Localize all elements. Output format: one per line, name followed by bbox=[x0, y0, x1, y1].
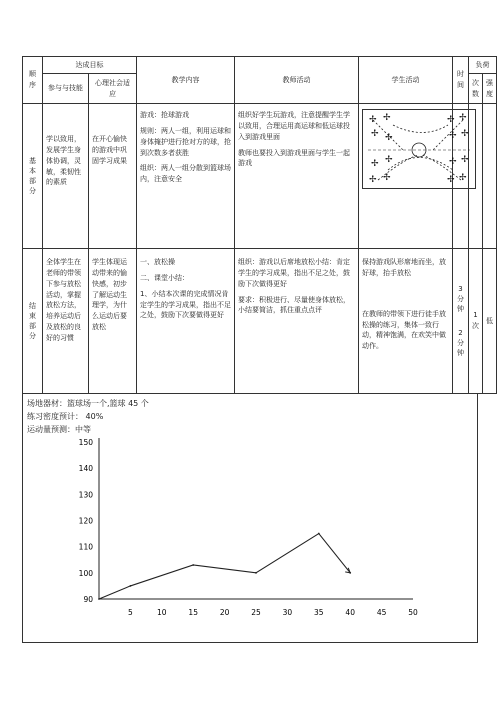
svg-text:✢: ✢ bbox=[369, 115, 377, 125]
data-point bbox=[130, 585, 132, 587]
svg-text:✢: ✢ bbox=[449, 131, 457, 141]
svg-text:✢: ✢ bbox=[385, 133, 393, 143]
y-tick-label: 150 bbox=[78, 438, 93, 447]
footer-panel bbox=[22, 393, 478, 643]
svg-text:✢: ✢ bbox=[383, 173, 391, 183]
y-tick-label: 110 bbox=[78, 542, 93, 552]
student-cell-diagram bbox=[359, 104, 469, 249]
table-row bbox=[23, 249, 497, 394]
y-tick-label: 100 bbox=[78, 568, 93, 578]
lesson-table-wrapper bbox=[22, 56, 493, 394]
header-intensity: 强度 bbox=[483, 74, 497, 104]
svg-text:✢: ✢ bbox=[369, 175, 377, 185]
goal-mental-cell: 学生体现运动带来的愉快感，初步了解运动生理学，为什么运动后要放松 bbox=[89, 249, 137, 394]
svg-text:✢: ✢ bbox=[371, 129, 379, 139]
heart-rate-chart bbox=[23, 394, 479, 644]
header-time: 时间 bbox=[453, 57, 469, 104]
x-tick-label: 30 bbox=[282, 608, 293, 617]
header-content: 教学内容 bbox=[137, 57, 235, 104]
density-line: 练习密度预计： 40% bbox=[27, 412, 104, 421]
x-tick-label: 40 bbox=[345, 608, 355, 617]
y-tick-label: 140 bbox=[78, 464, 93, 474]
x-tick-label: 20 bbox=[219, 608, 230, 617]
venue-line: 场地器材：篮球场一个,篮球 45 个 bbox=[27, 399, 149, 408]
header-count: 次数 bbox=[469, 74, 483, 104]
count-cell-end: 1次 bbox=[469, 249, 483, 394]
header-student: 学生活动 bbox=[359, 57, 453, 104]
header-goal-skill: 参与与技能 bbox=[43, 74, 89, 104]
y-tick-label: 90 bbox=[83, 595, 93, 604]
x-tick-label: 35 bbox=[314, 608, 324, 617]
header-seq: 顺序 bbox=[23, 57, 43, 104]
svg-text:✢: ✢ bbox=[383, 113, 391, 123]
teacher-cell: 组织：游戏以后席地放松小结：肯定学生的学习成果，指出不足之处，鼓励下次做得更好 要求：积极进行、尽量使身体放松，小结要简洁，抓住重点点评 bbox=[235, 249, 359, 394]
svg-text:✢: ✢ bbox=[461, 155, 469, 165]
header-load: 负荷 bbox=[469, 57, 497, 74]
court-formation-diagram bbox=[362, 109, 476, 189]
header-goal-mental: 心理社会适应 bbox=[89, 74, 137, 104]
load-line: 运动量预测：中等 bbox=[27, 425, 91, 434]
lesson-plan-table bbox=[22, 56, 497, 394]
goal-skill-cell: 全体学生在老师的带领下参与放松活动，掌握放松方法，培养运动后及放松的良好的习惯 bbox=[43, 249, 89, 394]
content-cell: 一、放松操 二、课堂小结： 1、小结本次课的完成情况肯定学生的学习成果，指出不足之处，鼓励下次要做得更好 bbox=[137, 249, 235, 394]
header-goal: 达成目标 bbox=[43, 57, 137, 74]
x-tick-label: 50 bbox=[408, 608, 418, 617]
svg-text:✢: ✢ bbox=[447, 115, 455, 125]
x-tick-label: 10 bbox=[157, 608, 167, 617]
student-cell: 保持游戏队形席地而坐，放好球，抬手放松 在教师的带领下进行徒手放松操的练习，集体一致行动，精神饱满，在欢笑中做动作。 bbox=[359, 249, 453, 394]
y-tick-label: 130 bbox=[78, 490, 93, 500]
intensity-cell-end: 低 bbox=[483, 249, 497, 394]
data-point bbox=[192, 564, 194, 566]
series-line bbox=[99, 534, 350, 599]
table-row bbox=[23, 104, 497, 249]
content-cell: 游戏：抢球游戏 规则：两人一组，利用运球和身体掩护进行抢对方的球，抢到次数多者获胜 组织：两人一组分散到篮球场内，注意安全 bbox=[137, 104, 235, 249]
svg-text:✢: ✢ bbox=[371, 159, 379, 169]
section-label-basic: 基 本 部 分 bbox=[23, 104, 43, 249]
x-tick-label: 5 bbox=[128, 608, 133, 617]
goal-mental-cell: 在开心愉快的游戏中巩固学习成果 bbox=[89, 104, 137, 249]
svg-text:✢: ✢ bbox=[385, 155, 393, 165]
data-point bbox=[318, 533, 320, 535]
intensity-cell-basic bbox=[483, 104, 497, 249]
teacher-cell: 组织好学生玩游戏，注意提醒学生学以致用，合理运用高运球和低运球投入到游戏里面 教师也要投入到游戏里面与学生一起游戏 bbox=[235, 104, 359, 249]
time-cell-end: 3 分 钟 2 分 钟 bbox=[453, 249, 469, 394]
x-tick-label: 45 bbox=[376, 608, 387, 617]
svg-text:✢: ✢ bbox=[459, 113, 467, 123]
svg-text:✢: ✢ bbox=[459, 173, 467, 183]
svg-text:✢: ✢ bbox=[447, 175, 455, 185]
section-label-end: 结 束 部 分 bbox=[23, 249, 43, 394]
header-teacher: 教师活动 bbox=[235, 57, 359, 104]
svg-text:✢: ✢ bbox=[449, 157, 457, 167]
data-point bbox=[255, 572, 257, 574]
x-tick-label: 15 bbox=[188, 608, 198, 617]
data-point bbox=[98, 598, 100, 600]
x-tick-label: 25 bbox=[251, 608, 261, 617]
svg-text:✢: ✢ bbox=[461, 129, 469, 139]
y-tick-label: 120 bbox=[78, 516, 93, 526]
goal-skill-cell: 学以致用，发展学生身体协调，灵敏，柔韧性的素质 bbox=[43, 104, 89, 249]
